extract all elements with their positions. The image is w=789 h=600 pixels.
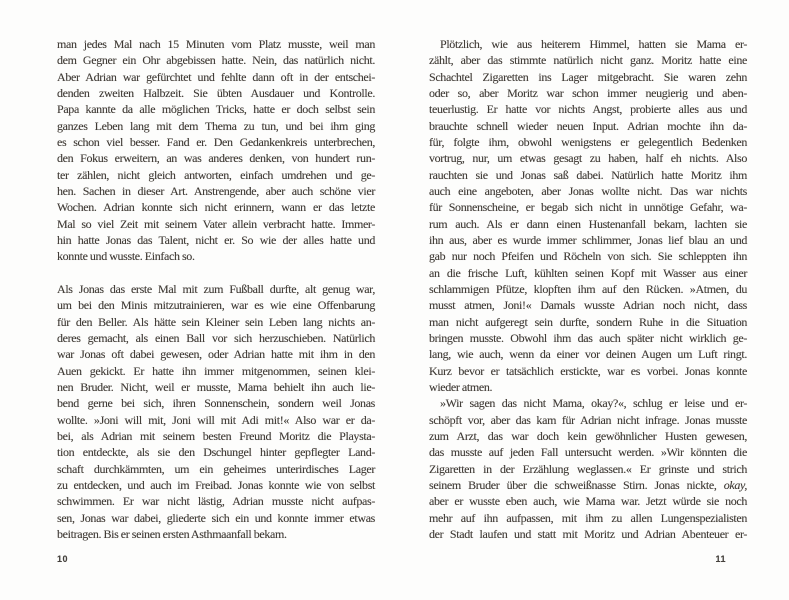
page-right-text bbox=[429, 36, 747, 542]
text-line: Plötzlich, wie aus heiterem Himmel, hatten sie Mama er- bbox=[440, 37, 747, 51]
text-line: gab nur noch Pfeifen und Röcheln von sich. Sie schleppten ihn bbox=[429, 249, 747, 264]
page-number-right: 11 bbox=[715, 554, 726, 564]
page-number-left: 10 bbox=[57, 554, 69, 564]
text-line: das musste auf jeden Fall untersucht werden. »Wir könnten die bbox=[429, 445, 747, 460]
text-line: Schachtel Zigaretten ins Lager mitgebracht. Sie waren zehn bbox=[429, 69, 747, 84]
text-line: Papa kannte da alle möglichen Tricks, hatte er doch selbst sein bbox=[57, 102, 375, 117]
text-line: man jedes Mal nach 15 Minuten vom Platz musste, weil man bbox=[57, 37, 375, 51]
text-line: aber er wusste eben auch, wie Mama war. Jetzt würde sie noch bbox=[429, 494, 747, 509]
text-line: seinem Bruder über die schweißnasse Stirn. Jonas nickte, okay, bbox=[429, 477, 747, 492]
text-line: war Jonas oft dabei gewesen, oder Adrian hatte mit ihm in den bbox=[57, 347, 375, 362]
text-line: zu entdecken, und auch im Freibad. Jonas konnte wie von selbst bbox=[57, 477, 375, 492]
text-line: bend gerne bei sich, ihren Sonnenschein, sondern weil Jonas bbox=[57, 396, 375, 411]
text-line: auch eine angeboten, aber Jonas wollte nicht. Das war nichts bbox=[429, 183, 747, 198]
text-line: rum auch. Als er dann einen Hustenanfall bekam, lachten sie bbox=[429, 216, 747, 231]
text-line: für den Beller. Als hätte sein Kleiner sein Leben lang nichts an- bbox=[57, 314, 375, 329]
text-line: für Sonnenscheine, er begab sich nicht in unnötige Gefahr, wa- bbox=[429, 200, 747, 215]
paragraph bbox=[57, 36, 375, 265]
text-line: sen, Jonas war dabei, gliederte sich ein und konnte immer etwas bbox=[57, 510, 375, 525]
text-line: zum Arzt, das war doch kein gewöhnlicher Husten gewesen, bbox=[429, 428, 747, 443]
text-line: rauchten sie und Jonas saß dabei. Natürlich hatte Moritz ihm bbox=[429, 167, 747, 182]
text-line: mehr auf ihn aufpassen, mit ihm zu allen Lungenspezialisten bbox=[429, 510, 747, 525]
text-line: vortrug, nur, um etwas gesagt zu haben, half eh nichts. Also bbox=[429, 151, 747, 166]
text-line: Zigaretten in der Erzählung weglassen.« Er grinste und strich bbox=[429, 461, 747, 476]
text-line: zählt, aber das stimmte natürlich nicht ganz. Moritz hatte eine bbox=[429, 53, 747, 68]
text-line: beitragen. Bis er seinen ersten Asthmaanfall bekam. bbox=[57, 526, 287, 541]
text-line: dem Gegner ein Ohr abgebissen hatte. Nein, das natürlich nicht. bbox=[57, 53, 375, 68]
text-line: oder so, aber Moritz war schon immer neugierig und aben- bbox=[429, 85, 747, 100]
page-left bbox=[57, 36, 375, 564]
text-line: den Fokus erweitern, an was anderes denken, von hundert run- bbox=[57, 151, 375, 166]
text-line: hen. Sachen in dieser Art. Anstrengende, aber auch schöne vier bbox=[57, 183, 375, 198]
text-line: ganzes Leben lang mit dem Thema zu tun, und bei ihm ging bbox=[57, 118, 375, 133]
text-line: bringen musste. Obwohl ihm das auch später nicht wirklich ge- bbox=[429, 330, 747, 345]
text-line: Kurz bevor er tatsächlich erstickte, war es vorbei. Jonas konnte bbox=[429, 363, 747, 378]
page-left-text bbox=[57, 36, 375, 542]
text-line: nen Bruder. Nicht, weil er musste, Mama behielt ihn auch lie- bbox=[57, 379, 375, 394]
paragraph bbox=[429, 395, 747, 542]
text-line: Wochen. Adrian konnte sich nicht erinnern, wann er das letzte bbox=[57, 200, 375, 215]
text-line: wieder atmen. bbox=[429, 379, 493, 394]
text-line: lang, wie auch, wenn da einer vor deinen Augen um Luft ringt. bbox=[429, 347, 747, 362]
text-line: der Stadt laufen und statt mit Moritz und Adrian Abenteuer er- bbox=[429, 526, 747, 541]
text-line: schaft durchkämmten, um ein geheimes unterirdisches Lager bbox=[57, 461, 375, 476]
text-line: musst atmen, Joni!« Damals wusste Adrian noch nicht, dass bbox=[429, 298, 747, 313]
text-line: schwimmen. Er war nicht lästig, Adrian musste nicht aufpas- bbox=[57, 494, 375, 509]
text-line: es schon viel besser. Fand er. Den Gedankenkreis unterbrechen, bbox=[57, 134, 375, 149]
text-line: konnte und wusste. Einfach so. bbox=[57, 249, 195, 264]
text-line: deres gemacht, als einen Ball vor sich herzuschieben. Natürlich bbox=[57, 330, 375, 345]
text-line: bei, als Adrian mit seinem besten Freund Moritz die Playsta- bbox=[57, 428, 375, 443]
text-line: hin hatte Jonas das Talent, nicht er. So wie der alles hatte und bbox=[57, 232, 375, 247]
page-right bbox=[429, 36, 747, 564]
paragraph bbox=[57, 281, 375, 542]
text-line: schlammigen Pfütze, klopften ihm auf den Rücken. »Atmen, du bbox=[429, 281, 747, 296]
text-line: teuerlustig. Er hatte vor nichts Angst, probierte alles aus und bbox=[429, 102, 747, 117]
text-line: schöpft vor, aber das kam für Adrian nicht infrage. Jonas musste bbox=[429, 412, 747, 427]
text-line: man nicht aufgeregt sein durfte, sondern Ruhe in die Situation bbox=[429, 314, 747, 329]
text-line: ter zählen, nicht gleich antworten, einfach umdrehen und ge- bbox=[57, 167, 375, 182]
text-line: denden zweiten Halbzeit. Sie übten Ausdauer und Kontrolle. bbox=[57, 85, 375, 100]
text-line: um bei den Minis mitzutrainieren, war es wie eine Offenbarung bbox=[57, 298, 375, 313]
text-line: Mal so viel Zeit mit seinem Vater allein verbracht hatte. Immer- bbox=[57, 216, 375, 231]
text-line: brauchte schnell wieder neuen Input. Adrian mochte ihn da- bbox=[429, 118, 747, 133]
text-line: für, folgte ihm, obwohl wenigstens er gelegentlich Bedenken bbox=[429, 134, 747, 149]
text-line: an die frische Luft, kühlten seinen Kopf mit Wasser aus einer bbox=[429, 265, 747, 280]
text-line: tion entdeckte, als sie den Dschungel hinter gepflegter Land- bbox=[57, 445, 375, 460]
text-line: »Wir sagen das nicht Mama, okay?«, schlug er leise und er- bbox=[440, 396, 747, 411]
text-line: ihn aus, aber es wurde immer schlimmer, Jonas lief blau an und bbox=[429, 232, 747, 247]
text-line: Als Jonas das erste Mal mit zum Fußball durfte, alt genug war, bbox=[57, 281, 375, 296]
text-line: Auen gekickt. Er hatte ihn immer mitgenommen, seinen klei- bbox=[57, 363, 375, 378]
text-line: wollte. »Joni will mit, Joni will mit Adi mit!« Also war er da- bbox=[57, 412, 375, 427]
paragraph bbox=[429, 36, 747, 395]
text-line: Aber Adrian war gefürchtet und fehlte dann oft in der entschei- bbox=[57, 69, 375, 84]
